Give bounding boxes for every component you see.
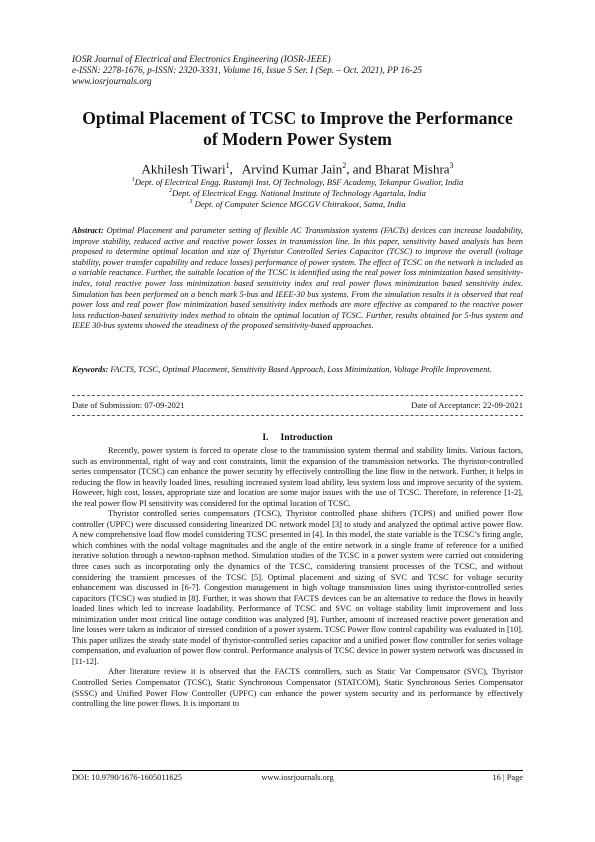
date-of-submission: Date of Submission: 07-09-2021 — [72, 400, 185, 410]
abstract-text: Optimal Placement and parameter setting of flexible AC Transmission systems (FACTs) devices can increase loadability, improve stability, reduced active and reactive power losses in transmission line. In this paper, sensitivity based analysis has been proposed to determine optimal location and size of Thyristor Controlled Series Capacitor (TCSC) to improve the overall (voltage stability, power transfer capability and reduce losses) performance of power system. The effect of TCSC on the network is included as a variable reactance. Further, the suitable location of the TCSC is identified using the real power loss minimization based sensitivity-index, total reactive power loss minimization based sensitivity index and real power flows minimization based sensitivity index. Simulation has been performed on a bench mark 5-bus and IEEE-30 bus systems. From the simulation results it is observed that real power loss and real power flow minimization based sensitivity index methods are more effective as compared to the reactive power loss reduction-based sensitivity index method to obtain the optimal location of TCSC. Further, results obtained for 5-bus system and IEEE 30-bus systems showed the steadiness of the proposed sensitivity-based approaches. — [72, 226, 523, 331]
paper-title-line-1: Optimal Placement of TCSC to Improve the Performance — [82, 108, 513, 128]
submission-dates — [72, 400, 523, 411]
paper-title — [60, 108, 535, 150]
footer-page-number: 16 | Page — [492, 773, 523, 782]
paper-title-line-2: of Modern Power System — [203, 129, 392, 149]
footer-rule — [72, 770, 523, 771]
date-of-acceptance: Date of Acceptance: 22-09-2021 — [411, 400, 523, 410]
journal-name: IOSR Journal of Electrical and Electronics Engineering (IOSR-JEEE) — [72, 54, 331, 64]
keywords-label: Keywords: — [72, 365, 109, 374]
journal-issn: e-ISSN: 2278-1676, p-ISSN: 2320-3331, Volume 16, Issue 5 Ser. I (Sep. – Oct. 2021), PP 16-25 — [72, 65, 422, 75]
footer-doi[interactable]: DOI: 10.9790/1676-1605011625 — [72, 773, 182, 782]
author-2-sup: 2 — [342, 161, 347, 170]
abstract — [72, 226, 523, 332]
affiliation-3-text: Dept. of Computer Science MGCGV Chitrakoot, Satna, India — [192, 198, 406, 209]
author-3: Bharat Mishra — [374, 161, 450, 177]
author-1: Akhilesh Tiwari — [141, 161, 226, 177]
paragraph-3: After literature review it is observed that the FACTS controllers, such as Static Var Compensator (SVC), Thyristor Controlled Series Compensator (TCSC), Static Synchronous Compensator (STATCOM), Static Synchronous Series Compensator (SSSC) and Unified Power Flow Controller (UPFC) can enhance the power system security and its performance by effectively controlling the line power flows. It is important to — [72, 667, 523, 709]
paragraph-1: Recently, power system is forced to operate close to the transmission system thermal and stability limits. Various factors, such as environmental, right of way and cost constraints, limit the expansion of the transmission networks. The thyristor-controlled series compensator (TCSC) can enhance the power security by effectively controlling the line flow in the network. Further, it helps in reducing the flow in heavily loaded lines, resulting increased system load ability, less system loss and improve security of the system. However, high cost, losses, appropriate size and location are some major issues with the use of TCSC. Therefore, in reference [1-2], the real power flow PI sensitivity was considered for the optimal location of TCSC. — [72, 446, 523, 508]
keywords-text: FACTS, TCSC, Optimal Placement, Sensitivity Based Approach, Loss Minimization, Voltage Profile Improvement. — [108, 365, 492, 374]
author-list — [60, 158, 535, 176]
author-1-sup: 1 — [225, 161, 230, 170]
author-2: Arvind Kumar Jain — [241, 161, 343, 177]
affiliation-2-sup: 2 — [169, 188, 172, 194]
introduction-body — [72, 446, 523, 710]
section-number: I. — [262, 432, 269, 443]
separator-top — [72, 395, 523, 396]
section-heading-introduction — [72, 432, 523, 444]
separator-bottom — [72, 415, 523, 416]
section-title: Introduction — [280, 432, 333, 443]
affiliation-3-sup: 3 — [189, 199, 193, 205]
affiliation-3 — [60, 197, 535, 209]
author-separator-1: , — [229, 161, 233, 177]
journal-website[interactable]: www.iosrjournals.org — [72, 76, 152, 86]
footer-website[interactable]: www.iosrjournals.org — [261, 773, 334, 782]
author-3-sup: 3 — [449, 161, 454, 170]
abstract-label: Abstract: — [72, 226, 104, 235]
affiliation-2-text: Dept. of Electrical Engg. National Institute of Technology Agartala, India — [172, 187, 426, 198]
paragraph-2: Thyristor controlled series compensators (TCSC), Thyristor controlled phase shifters (TCPS) and unified power flow controller (UPFC) were discussed considering linearized DC network model [3] to study and analyzed the optimal active power flow. A new comprehensive load flow model considering TCSC presented in [4]. In this model, the state variable is the TCSC’s firing angle, which combines with the nodal voltage magnitudes and the angle of the entire network in a single frame of reference for a unified iterative solution through a newton-raphson method. Simulation studies of the TCSC in a power system were carried out considering three cases such as incorporating only the dynamics of the TCSC, considering transient processes of the TCSC, and without considering the transient processes of the TCSC [5]. Optimal placement and sizing of SVC and TCSC for voltage security enhancement was discussed in [6-7]. Congestion management in high voltage transmission lines using thyristor-controlled series capacitors (TCSC) was studied in [8]. Further, it was shown that FACTS devices can be an alternative to reduce the flows in heavily loaded lines which led to increase loadability. Performance of TCSC and SVC on voltage stability limit improvement and loss minimization under most critical line outage condition was analyzed [9]. Further, amount of increased reactive power generation and line losses were taken as indicator of stressed condition of a power system. TCSC Power flow control capability was evaluated in [10]. This paper utilizes the steady state model of thyristor-controlled series capacitor and a unified power flow controller for series voltage compensation, and evaluation of power flow control. Performance analysis of TCSC device in power system network was discussed in [11-12]. — [72, 509, 523, 666]
affiliation-1-sup: 1 — [131, 177, 135, 183]
keywords — [72, 365, 523, 376]
affiliation-1-text: Dept. of Electrical Engg. Rustamji Inst. Of Technology, BSF Academy, Tekanpur Gwalior, India — [134, 176, 464, 187]
author-separator-2: , and — [346, 161, 375, 177]
